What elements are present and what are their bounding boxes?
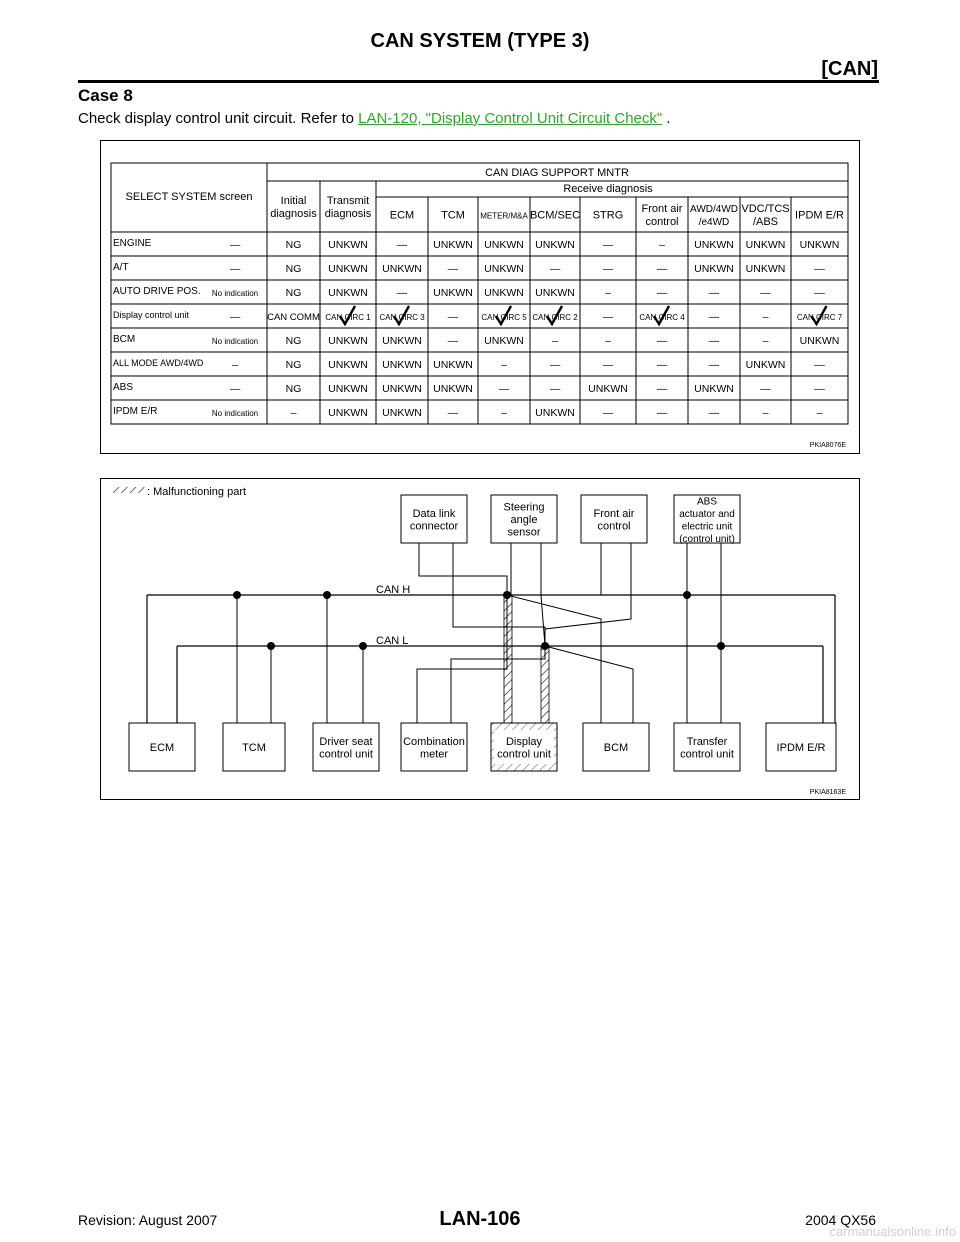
table-cell: UNKWN <box>382 263 422 275</box>
table-cell: — <box>447 263 459 275</box>
super-header: CAN DIAG SUPPORT MNTR <box>485 167 629 179</box>
bottom-unit-label: control unit <box>497 748 551 761</box>
table-cell: UNKWN <box>382 359 422 371</box>
table-cell: UNKWN <box>484 287 524 299</box>
table-cell: UNKWN <box>535 239 575 251</box>
col-header: TCM <box>441 209 465 222</box>
table-cell: — <box>602 311 614 323</box>
table-cell: – <box>762 407 769 419</box>
table-cell: — <box>549 263 561 275</box>
diag-table-figure <box>100 140 860 454</box>
table-cell: NG <box>285 359 302 371</box>
page-number: LAN-106 <box>439 1208 521 1230</box>
table-cell: – <box>552 335 558 347</box>
table-cell: — <box>708 287 720 299</box>
bottom-unit-label: BCM <box>603 742 629 754</box>
system-name: A/T <box>113 262 129 273</box>
bottom-unit <box>674 723 740 771</box>
top-unit-label: (control unit) <box>679 533 735 545</box>
table-cell: UNKWN <box>433 287 473 299</box>
table-cell: UNKWN <box>588 383 628 395</box>
circuit-diagram <box>101 479 859 799</box>
table-cell: CAN CIRC 4 <box>639 313 685 322</box>
table-cell: CAN COMM <box>267 312 320 323</box>
instruction-suffix: . <box>662 110 671 127</box>
table-row <box>113 358 825 371</box>
section-label: [CAN] <box>821 58 878 80</box>
figure-id-1: PKIA8076E <box>809 442 846 449</box>
table-cell: — <box>549 359 561 371</box>
table-cell: UNKWN <box>382 407 422 419</box>
table-cell: – <box>290 407 297 419</box>
table-cell: NG <box>285 239 302 251</box>
table-cell: UNKWN <box>328 407 368 419</box>
table-cell: No indication <box>211 409 259 418</box>
table-cell: UNKWN <box>328 239 368 251</box>
table-cell: — <box>708 359 720 371</box>
table-cell: — <box>602 359 614 371</box>
table-cell: UNKWN <box>535 287 575 299</box>
table-cell: UNKWN <box>745 239 786 251</box>
system-name: IPDM E/R <box>113 406 158 417</box>
table-cell: — <box>708 311 720 323</box>
table-cell: – <box>501 407 507 419</box>
col-header: AWD/4WD /e4WD <box>690 204 738 228</box>
table-cell: — <box>656 359 668 371</box>
bottom-unit-label: TCM <box>242 742 266 754</box>
table-row <box>113 382 825 395</box>
case-instruction <box>78 110 671 127</box>
bottom-unit <box>401 723 467 771</box>
system-name: ALL MODE AWD/4WD <box>113 358 204 368</box>
junction-dot <box>541 642 549 650</box>
table-cell: — <box>229 239 241 251</box>
table-cell: NG <box>285 287 302 299</box>
table-cell: UNKWN <box>799 239 840 251</box>
col-header: ECM <box>389 209 415 222</box>
reference-link[interactable]: LAN-120, "Display Control Unit Circuit Check" <box>358 110 663 127</box>
table-cell: – <box>605 287 611 299</box>
revision-label: Revision: August 2007 <box>78 1212 218 1228</box>
col-header: STRG <box>592 209 624 222</box>
table-cell: CAN CIRC 1 <box>325 313 371 322</box>
table-row <box>113 262 825 275</box>
table-cell: No indication <box>211 337 259 346</box>
corner-label: SELECT SYSTEM screen <box>125 191 253 203</box>
system-name: Display control unit <box>113 310 190 320</box>
table-cell: — <box>656 383 668 395</box>
table-cell: — <box>760 287 771 299</box>
top-unit-label: Data link <box>412 507 456 520</box>
table-cell: — <box>229 383 241 395</box>
can-l-label: CAN L <box>376 635 409 647</box>
table-cell: UNKWN <box>328 287 368 299</box>
bottom-unit <box>583 723 649 771</box>
table-cell: — <box>656 287 668 299</box>
top-unit <box>401 495 467 543</box>
table-cell: — <box>447 311 459 323</box>
table-cell: UNKWN <box>433 383 473 395</box>
system-name: BCM <box>113 334 136 345</box>
system-name: AUTO DRIVE POS. <box>113 286 201 297</box>
table-cell: UNKWN <box>328 335 368 347</box>
table-cell: UNKWN <box>484 335 524 347</box>
bottom-unit <box>491 723 557 771</box>
case-heading: Case 8 <box>78 86 133 105</box>
model-label: 2004 QX56 <box>805 1212 876 1228</box>
table-cell: — <box>760 383 771 395</box>
bottom-unit-label: ECM <box>149 742 175 754</box>
table-row <box>113 334 839 347</box>
junction-dot <box>323 591 331 599</box>
system-name: ENGINE <box>113 238 152 249</box>
table-cell: — <box>396 239 408 251</box>
top-unit-label: control <box>597 520 631 533</box>
table-cell: UNKWN <box>694 383 734 395</box>
receive-header: Receive diagnosis <box>563 183 653 195</box>
header-rule <box>78 80 879 83</box>
col-header: METER/M&A <box>480 211 528 221</box>
bottom-unit <box>766 723 836 771</box>
table-cell: UNKWN <box>433 359 473 371</box>
table-cell: – <box>501 359 507 371</box>
bottom-unit-label: IPDM E/R <box>776 742 826 754</box>
bottom-unit-label: Transfer <box>686 735 728 748</box>
top-unit <box>581 495 647 543</box>
junction-dot <box>717 642 725 650</box>
top-unit-label: angle <box>510 514 538 526</box>
table-cell: NG <box>285 383 302 395</box>
top-unit <box>491 495 557 543</box>
table-cell: – <box>232 359 238 371</box>
junction-dot <box>683 591 691 599</box>
bottom-unit-label: control unit <box>680 748 734 761</box>
table-cell: CAN CIRC 7 <box>796 313 843 322</box>
table-cell: UNKWN <box>433 239 473 251</box>
bottom-unit <box>313 723 379 771</box>
col-header: Initial diagnosis <box>270 195 317 220</box>
table-cell: — <box>814 263 825 275</box>
table-cell: — <box>602 263 614 275</box>
table-cell: — <box>396 287 408 299</box>
table-cell: CAN CIRC 3 <box>379 313 425 322</box>
table-cell: UNKWN <box>484 239 524 251</box>
table-cell: UNKWN <box>745 263 786 275</box>
table-cell: UNKWN <box>694 263 734 275</box>
bottom-unit-label: Driver seat <box>319 735 373 748</box>
table-cell: — <box>229 263 241 275</box>
table-cell: — <box>708 335 720 347</box>
table-cell: — <box>447 407 459 419</box>
system-name: ABS <box>113 382 134 393</box>
table-cell: UNKWN <box>799 335 840 347</box>
junction-dot <box>267 642 275 650</box>
bottom-unit-label: meter <box>419 748 449 761</box>
top-unit-label: Steering <box>503 501 545 514</box>
table-cell: UNKWN <box>535 407 575 419</box>
table-cell: — <box>656 335 668 347</box>
table-cell: — <box>447 335 459 347</box>
table-cell: – <box>762 335 769 347</box>
table-cell: — <box>814 287 825 299</box>
table-cell: – <box>816 407 823 419</box>
col-header: Transmit diagnosis <box>324 195 372 220</box>
table-cell: UNKWN <box>328 359 368 371</box>
top-unit-label: electric unit <box>681 521 733 533</box>
table-cell: UNKWN <box>382 335 422 347</box>
table-cell: — <box>602 407 614 419</box>
table-row <box>113 238 839 251</box>
bottom-unit <box>223 723 285 771</box>
figure-id-2: PKIA8163E <box>809 789 846 796</box>
bottom-unit-label: Combination <box>403 735 465 748</box>
table-cell: UNKWN <box>382 383 422 395</box>
junction-dot <box>233 591 241 599</box>
table-cell: — <box>656 263 668 275</box>
table-cell: UNKWN <box>694 239 734 251</box>
table-cell: NG <box>285 335 302 347</box>
col-header: BCM/SEC <box>529 209 581 222</box>
top-unit-label: ABS <box>696 496 718 508</box>
table-cell: — <box>602 239 614 251</box>
circuit-figure <box>100 478 860 800</box>
table-cell: — <box>656 407 668 419</box>
col-header: VDC/TCS /ABS <box>741 203 790 228</box>
malfunction-legend-swatch <box>113 487 145 493</box>
malfunction-legend: : Malfunctioning part <box>147 486 247 498</box>
instruction-prefix: Check display control unit circuit. Refer to <box>78 110 359 127</box>
table-cell: UNKWN <box>328 263 368 275</box>
can-h-label: CAN H <box>376 584 411 596</box>
col-header: IPDM E/R <box>795 209 844 222</box>
top-unit-label: sensor <box>507 526 541 539</box>
table-cell: – <box>659 239 665 251</box>
top-unit-label: actuator and <box>679 508 735 520</box>
page-title: CAN SYSTEM (TYPE 3) <box>370 30 590 52</box>
table-cell: — <box>229 311 241 323</box>
table-row <box>113 406 823 419</box>
table-cell: — <box>498 383 510 395</box>
col-header: Front air control <box>641 203 683 228</box>
diag-table <box>101 141 859 453</box>
table-row <box>113 286 825 299</box>
table-cell: UNKWN <box>484 263 524 275</box>
watermark: carmanualsonline.info <box>829 1224 956 1239</box>
table-cell: – <box>605 335 611 347</box>
bottom-unit-label: Display <box>505 735 543 748</box>
table-cell: — <box>814 359 825 371</box>
bottom-unit-label: control unit <box>319 748 373 761</box>
table-cell: UNKWN <box>745 359 786 371</box>
table-cell: CAN CIRC 2 <box>532 313 578 322</box>
top-unit-label: Front air <box>593 507 635 520</box>
top-unit-label: connector <box>409 520 459 533</box>
junction-dot <box>359 642 367 650</box>
table-cell: UNKWN <box>328 383 368 395</box>
table-cell: — <box>708 407 720 419</box>
table-cell: — <box>814 383 825 395</box>
table-cell: CAN CIRC 5 <box>481 313 527 322</box>
junction-dot <box>503 591 511 599</box>
table-cell: — <box>549 383 561 395</box>
top-unit <box>674 495 740 545</box>
table-cell: No indication <box>211 289 259 298</box>
table-cell: NG <box>285 263 302 275</box>
table-cell: – <box>762 311 769 323</box>
bottom-unit <box>129 723 195 771</box>
